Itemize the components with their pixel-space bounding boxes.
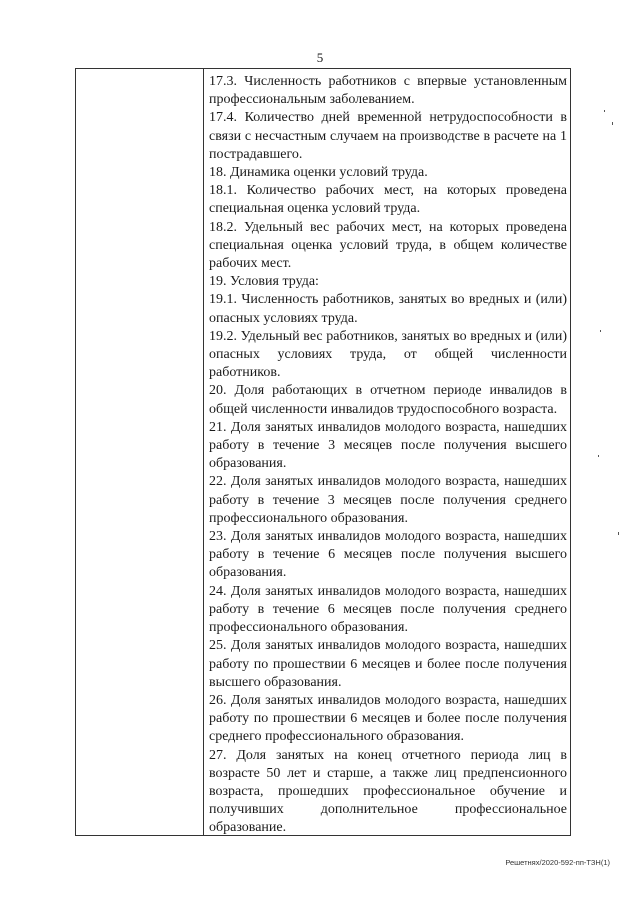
paragraph-18: 18. Динамика оценки условий труда. [209,165,428,181]
column-divider [203,69,204,835]
scan-speck [598,455,599,457]
table-right-cell [209,73,567,838]
paragraph-18-2: 18.2. Удельный вес рабочих мест, на которых проведена специальная оценка условий труда, в общем количестве рабочих мест. [209,219,567,272]
paragraph-19-1: 19.1. Численность работников, занятых во вредных и (или) опасных условиях труда. [209,292,567,326]
scan-speck [604,110,605,112]
paragraph-19: 19. Условия труда: [209,274,319,290]
paragraph-17-3: 17.3. Численность работников с впервые установленным профессиональным заболеванием. [209,74,567,108]
paragraph-26: 26. Доля занятых инвалидов молодого возраста, нашедших работу по прошествии 6 месяцев и более после получения среднего профессионального образования. [209,692,567,745]
paragraph-23: 23. Доля занятых инвалидов молодого возраста, нашедших работу в течение 6 месяцев после получения высшего образования. [209,529,567,581]
paragraph-17-4: 17.4. Количество дней временной нетрудоспособности в связи с несчастным случаем на производстве в расчете на 1 пострадавшего. [209,110,567,162]
paragraph-19-2: 19.2. Удельный вес работников, занятых во вредных и (или) опасных условиях труда, от общей численности работников. [209,328,567,381]
paragraph-25: 25. Доля занятых инвалидов молодого возраста, нашедших работу по прошествии 6 месяцев и более после получения высшего образования. [209,638,567,690]
paragraph-27: 27. Доля занятых на конец отчетного периода лиц в возрасте 50 лет и старше, а также лиц предпенсионного возраста, прошедших профессиональное обучение и получивших дополнительное профессиональное образование. [209,747,567,836]
scan-speck [600,330,601,332]
scan-speck [618,532,619,535]
paragraph-18-1: 18.1. Количество рабочих мест, на которых проведена специальная оценка условий труда. [209,183,567,217]
paragraph-24: 24. Доля занятых инвалидов молодого возраста, нашедших работу в течение 6 месяцев после получения среднего профессионального образования. [209,583,567,636]
document-table [75,68,571,836]
paragraph-20: 20. Доля работающих в отчетном периоде инвалидов в общей численности инвалидов трудоспособного возраста. [209,383,567,417]
page-number: 5 [316,50,324,65]
document-reference: Решетнях/2020-592-пп-ТЗН(1) [505,858,610,867]
scan-speck [612,122,613,125]
paragraph-21: 21. Доля занятых инвалидов молодого возраста, нашедших работу в течение 3 месяцев после получения высшего образования. [209,419,567,472]
paragraph-22: 22. Доля занятых инвалидов молодого возраста, нашедших работу в течение 3 месяцев после получения среднего профессионального образования. [209,474,567,526]
